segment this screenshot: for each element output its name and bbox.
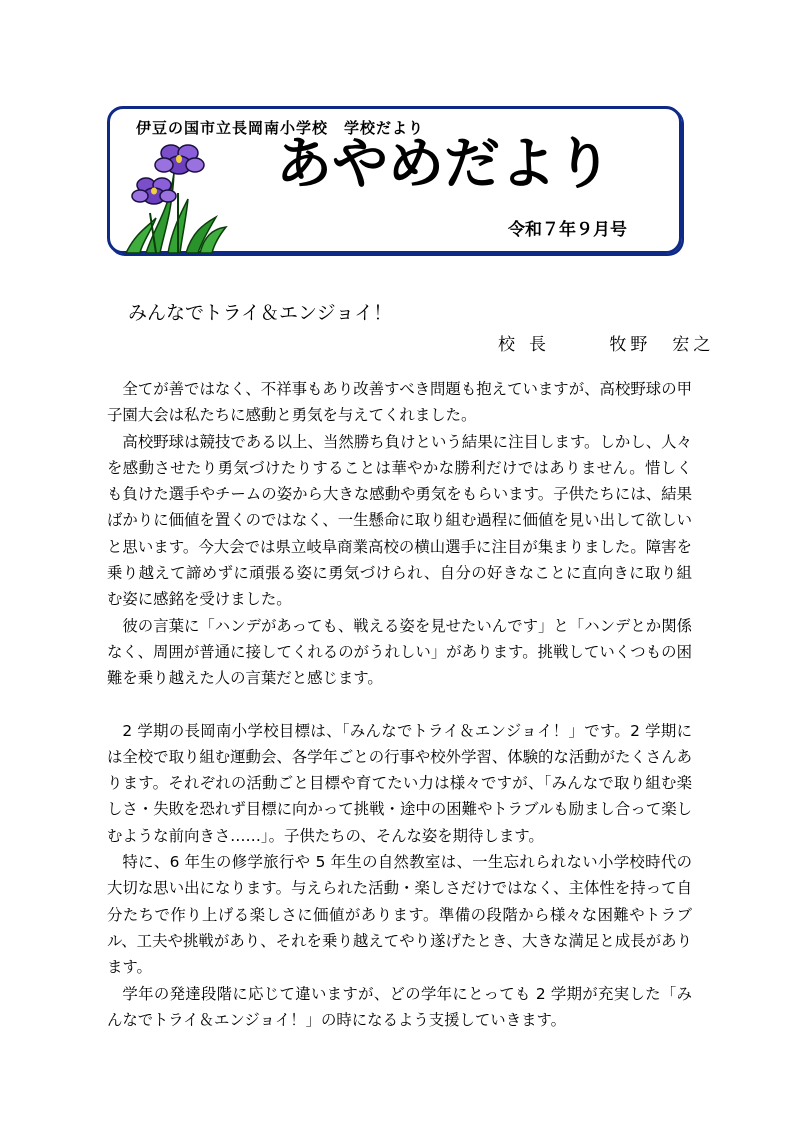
school-name: 伊豆の国市立長岡南小学校 学校だより: [136, 119, 425, 137]
paragraph: 全てが善ではなく、不祥事もあり改善すべき問題も抱えていますが、高校野球の甲子園大会は私たちに感動と勇気を与えてくれました。: [107, 380, 692, 425]
paragraph: 特に、6 年生の修学旅行や 5 年生の自然教室は、一生忘れられない小学校時代の大切な思い出になります。与えられた活動・楽しさだけではなく、主体性を持って自分たちで作り上げる楽しさに価値があります。準備の段階から様々な困難やトラブル、工夫や挑戦があり、それを乗り越えてやり遂げたとき、大きな満足と成長があります。: [107, 853, 692, 977]
article-heading: みんなでトライ＆エンジョイ！: [128, 302, 393, 324]
newsletter-title: あやめだより: [276, 132, 612, 197]
issue-date: 令和７年９月号: [508, 220, 627, 240]
article-body: [107, 376, 692, 1033]
author-name: 牧野 宏之: [609, 335, 715, 355]
paragraph: 2 学期の長岡南小学校目標は、「みんなでトライ＆エンジョイ！」です。2 学期には全校で取り組む運動会、各学年ごとの行事や校外学習、体験的な活動がたくさんあります。それぞれの活動ごと目標や育てたい力は様々ですが、「みんなで取り組む楽しさ・失敗を恐れず目標に向かって挑戦・途中の困難やトラブルも励まし合って楽しむような前向きさ……」。子供たちの、そんな姿を期待します。: [107, 721, 692, 845]
paragraph: 彼の言葉に「ハンデがあっても、戦える姿を見せたいんです」と「ハンデとか関係なく、周囲が普通に接してくれるのがうれしい」があります。挑戦していくつもの困難を乗り越えた人の言葉だと感じます。: [107, 616, 692, 688]
paragraph: 学年の発達段階に応じて違いますが、どの学年にとっても 2 学期が充実した「みんなでトライ＆エンジョイ！」の時になるよう支援していきます。: [107, 984, 692, 1029]
paragraph: 高校野球は競技である以上、当然勝ち負けという結果に注目します。しかし、人々を感動させたり勇気づけたりすることは華やかな勝利だけではありません。惜しくも負けた選手やチームの姿から大きな感動や勇気をもらいます。子供たちには、結果ばかりに価値を置くのではなく、一生懸命に取り組む過程に価値を見い出して欲しいと思います。今大会では県立岐阜商業高校の横山選手に注目が集まりました。障害を乗り越えて諦めずに頑張る姿に勇気づけられ、自分の好きなことに直向きに取り組む姿に感銘を受けました。: [107, 432, 692, 609]
author-role: 校長: [498, 335, 560, 355]
paragraph-gap: [107, 692, 692, 718]
iris-flower-icon: [116, 133, 236, 253]
author-line: [498, 330, 714, 355]
masthead: [107, 106, 682, 254]
